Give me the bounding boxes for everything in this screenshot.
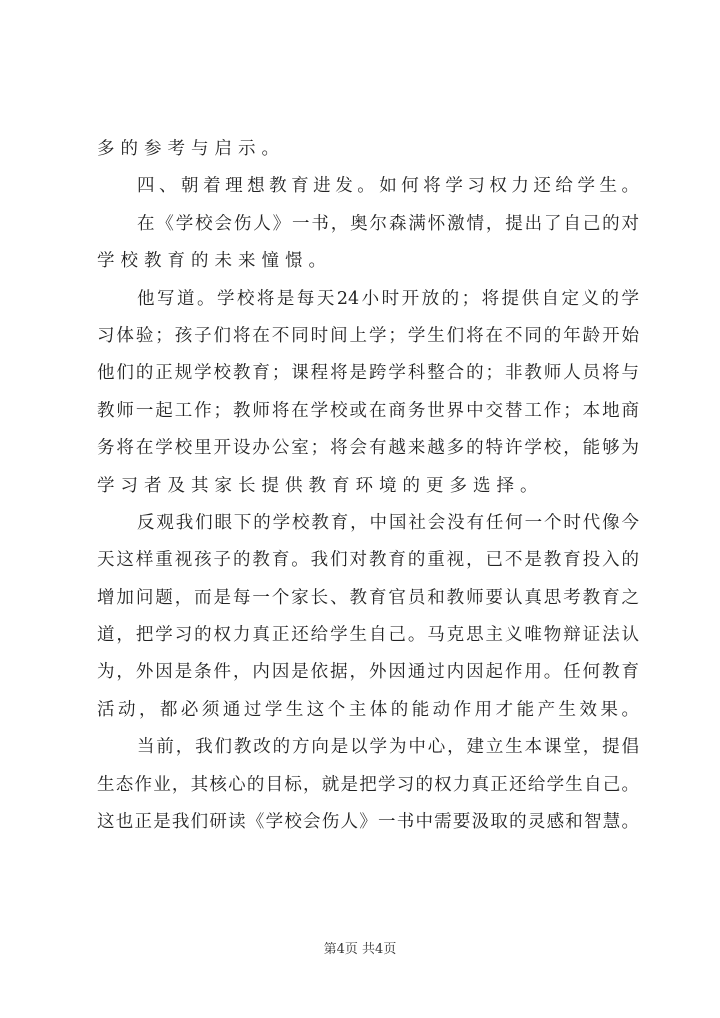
text-line: 道，把学习的权力真正还给学生自己。马克思主义唯物辩证法认 — [97, 625, 639, 646]
text-line: 为，外因是条件，内因是依据，外因通过内因起作用。任何教育 — [97, 662, 639, 683]
text-line: 生态作业，其核心的目标，就是把学习的权力真正还给学生自己。 — [97, 774, 639, 795]
text-line: 教师一起工作；教师将在学校或在商务世界中交替工作；本地商 — [97, 400, 639, 421]
paragraph — [97, 729, 639, 841]
text-line: 他写道。学校将是每天24小时开放的；将提供自定义的学 — [137, 288, 639, 309]
text-line: 增加问题，而是每一个家长、教育官员和教师要认真思考教育之 — [97, 587, 639, 608]
text-line: 学习者及其家长提供教育环境的更多选择。 — [97, 475, 544, 496]
text-line: 多的参考与启示。 — [97, 139, 285, 159]
text-line: 四、朝着理想教育进发。如何将学习权力还给学生。 — [137, 176, 639, 197]
text-line: 当前，我们教改的方向是以学为中心，建立生本课堂，提倡 — [137, 737, 639, 758]
text-line: 他们的正规学校教育；课程将是跨学科整合的；非教师人员将与 — [97, 363, 639, 384]
paragraph — [97, 281, 639, 505]
paragraph — [97, 131, 639, 168]
text-line: 学校教育的未来憧憬。 — [97, 251, 332, 272]
document-body — [97, 131, 639, 841]
text-line: 习体验；孩子们将在不同时间上学；学生们将在不同的年龄开始 — [97, 325, 639, 346]
paragraph — [97, 206, 639, 281]
text-line: 天这样重视孩子的教育。我们对教育的重视，已不是教育投入的 — [97, 550, 639, 571]
text-line: 反观我们眼下的学校教育，中国社会没有任何一个时代像今 — [137, 512, 639, 533]
paragraph — [97, 168, 639, 205]
text-line: 在《学校会伤人》一书，奥尔森满怀激情，提出了自己的对 — [137, 213, 639, 234]
paragraph — [97, 505, 639, 729]
text-line: 这也正是我们研读《学校会伤人》一书中需要汲取的灵感和智慧。 — [97, 812, 639, 833]
page-number-footer: 第4页 共4页 — [323, 942, 397, 957]
text-line: 活动，都必须通过学生这个主体的能动作用才能产生效果。 — [97, 699, 639, 720]
text-line: 务将在学校里开设办公室；将会有越来越多的特许学校，能够为 — [97, 438, 639, 459]
